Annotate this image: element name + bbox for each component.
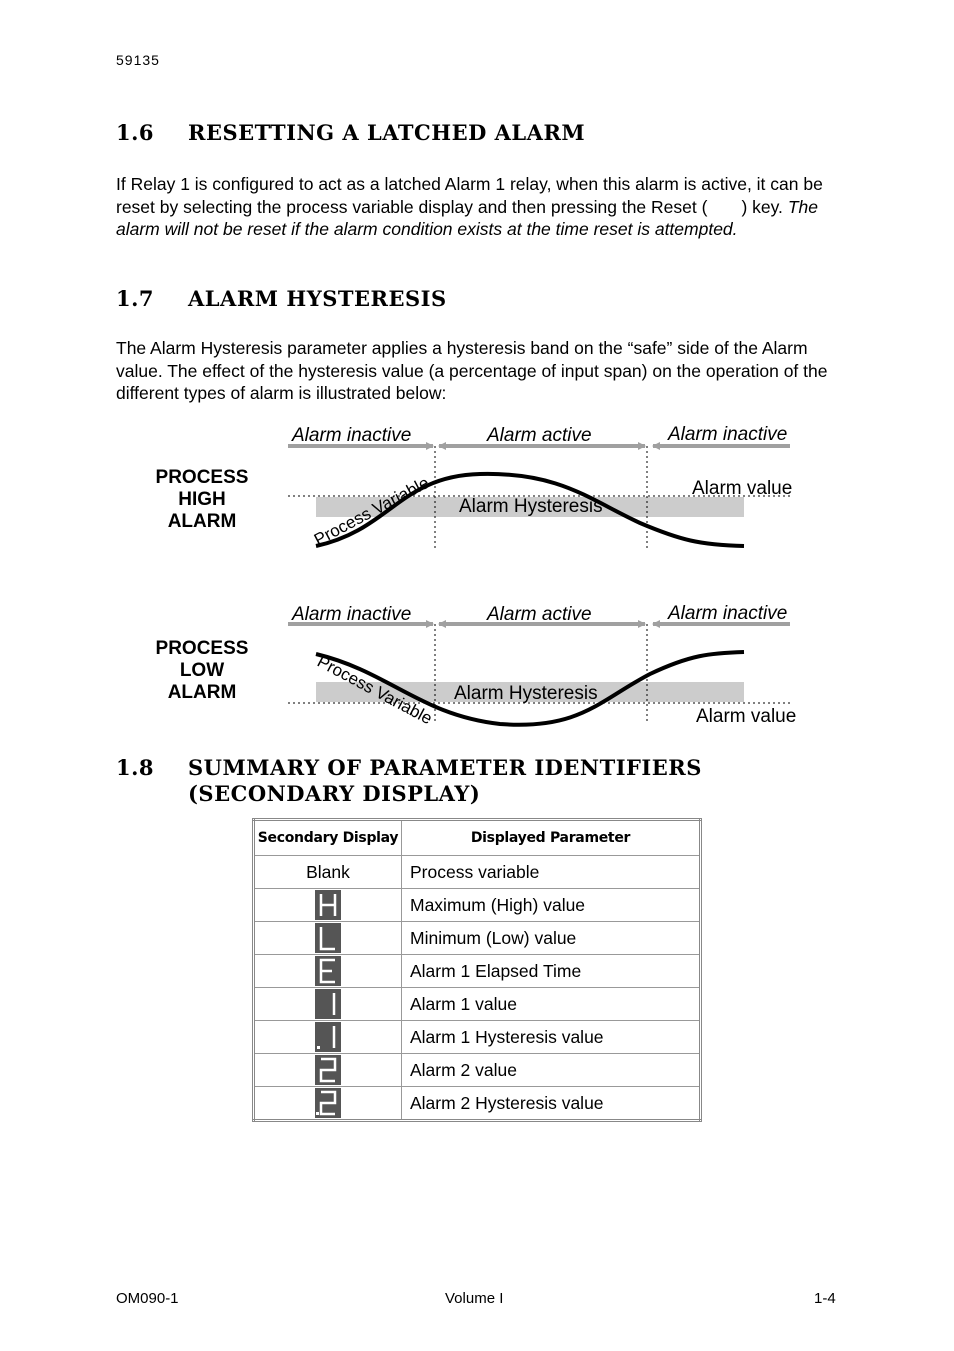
table-row — [254, 1087, 701, 1121]
seg-L-icon — [315, 923, 341, 953]
seg-2-dot-icon — [315, 1088, 341, 1118]
state-label-inactive: Alarm inactive — [668, 424, 788, 445]
secondary-display-cell — [254, 1054, 402, 1087]
hysteresis-label: Alarm Hysteresis — [459, 496, 603, 517]
table-row — [254, 955, 701, 988]
process-high-alarm-diagram — [156, 424, 793, 550]
parameter-cell: Alarm 1 value — [402, 988, 701, 1021]
state-label-inactive: Alarm inactive — [668, 603, 788, 624]
seg-1-dot-icon — [315, 1022, 341, 1052]
parameter-cell: Process variable — [402, 856, 701, 889]
parameter-cell: Maximum (High) value — [402, 889, 701, 922]
parameter-cell: Minimum (Low) value — [402, 922, 701, 955]
seg-E-icon — [315, 956, 341, 986]
paragraph-text: If Relay 1 is configured to act as a latched Alarm 1 relay, when this alarm is active, it can be reset by selecting the process variable display and then pressing the Reset ( — [116, 174, 823, 217]
section-title-line-2: (SECONDARY DISPLAY) — [188, 781, 481, 806]
secondary-display-cell — [254, 1087, 402, 1121]
seg-2-icon — [315, 1055, 341, 1085]
state-label-inactive: Alarm inactive — [292, 425, 412, 446]
table-row — [254, 856, 701, 889]
section-heading-1-7 — [116, 286, 447, 311]
paragraph-italic-note: The alarm will not be reset if the alarm condition exists at the time reset is attempted. — [116, 196, 818, 239]
secondary-display-cell: Blank — [254, 856, 402, 889]
state-label-inactive: Alarm inactive — [292, 604, 412, 625]
section-number: 1.8 — [116, 755, 155, 780]
secondary-display-cell — [254, 1021, 402, 1054]
table-row — [254, 889, 701, 922]
seg-1-icon — [315, 989, 341, 1019]
footer-volume: Volume I — [445, 1290, 504, 1307]
diagram-label: LOW — [179, 660, 225, 681]
parameter-cell: Alarm 1 Elapsed Time — [402, 955, 701, 988]
secondary-display-cell — [254, 889, 402, 922]
hysteresis-diagrams — [0, 410, 954, 740]
section-number: 1.6 — [116, 120, 155, 145]
section-title: ALARM HYSTERESIS — [188, 286, 447, 311]
seg-H-icon — [315, 890, 341, 920]
secondary-display-cell — [254, 988, 402, 1021]
table-row — [254, 1054, 701, 1087]
paragraph-alarm-hysteresis: The Alarm Hysteresis parameter applies a hysteresis band on the “safe” side of the Alarm value. The effect of the hysteresis value (a percentage of input span) on the operation of the different types of alarm is illustrated below: — [116, 338, 828, 403]
section-heading-1-6 — [116, 120, 585, 145]
process-low-alarm-diagram — [156, 603, 797, 728]
section-heading-1-8 — [116, 755, 702, 780]
footer-doc-id: OM090-1 — [116, 1290, 179, 1307]
column-header: Displayed Parameter — [402, 820, 701, 856]
alarm-value-label: Alarm value — [692, 478, 793, 499]
parameter-cell: Alarm 2 value — [402, 1054, 701, 1087]
document-number: 59135 — [116, 52, 160, 68]
footer-page-number: 1-4 — [814, 1290, 836, 1307]
paragraph-resetting-alarm — [116, 173, 840, 241]
column-header: Secondary Display — [254, 820, 402, 856]
section-title: SUMMARY OF PARAMETER IDENTIFIERS — [188, 755, 702, 780]
diagram-label: PROCESS — [155, 467, 249, 488]
secondary-display-cell — [254, 955, 402, 988]
process-variable-label: Process Variable — [310, 473, 433, 550]
parameter-cell: Alarm 1 Hysteresis value — [402, 1021, 701, 1054]
table-row — [254, 922, 701, 955]
diagram-label: PROCESS — [155, 638, 249, 659]
paragraph-text: ) key. — [741, 196, 783, 217]
state-label-active: Alarm active — [487, 604, 592, 625]
parameter-identifiers-table — [252, 818, 702, 1122]
state-label-active: Alarm active — [487, 425, 592, 446]
diagram-label: HIGH — [178, 489, 226, 510]
table-row — [254, 1021, 701, 1054]
alarm-value-label: Alarm value — [696, 706, 797, 727]
parameter-cell: Alarm 2 Hysteresis value — [402, 1087, 701, 1121]
section-number: 1.7 — [116, 286, 155, 311]
diagram-label: ALARM — [167, 682, 237, 703]
section-title: RESETTING A LATCHED ALARM — [188, 120, 586, 145]
hysteresis-label: Alarm Hysteresis — [454, 683, 598, 704]
diagram-label: ALARM — [167, 511, 237, 532]
process-variable-label: Process Variable — [314, 651, 436, 729]
table-row — [254, 988, 701, 1021]
secondary-display-cell — [254, 922, 402, 955]
